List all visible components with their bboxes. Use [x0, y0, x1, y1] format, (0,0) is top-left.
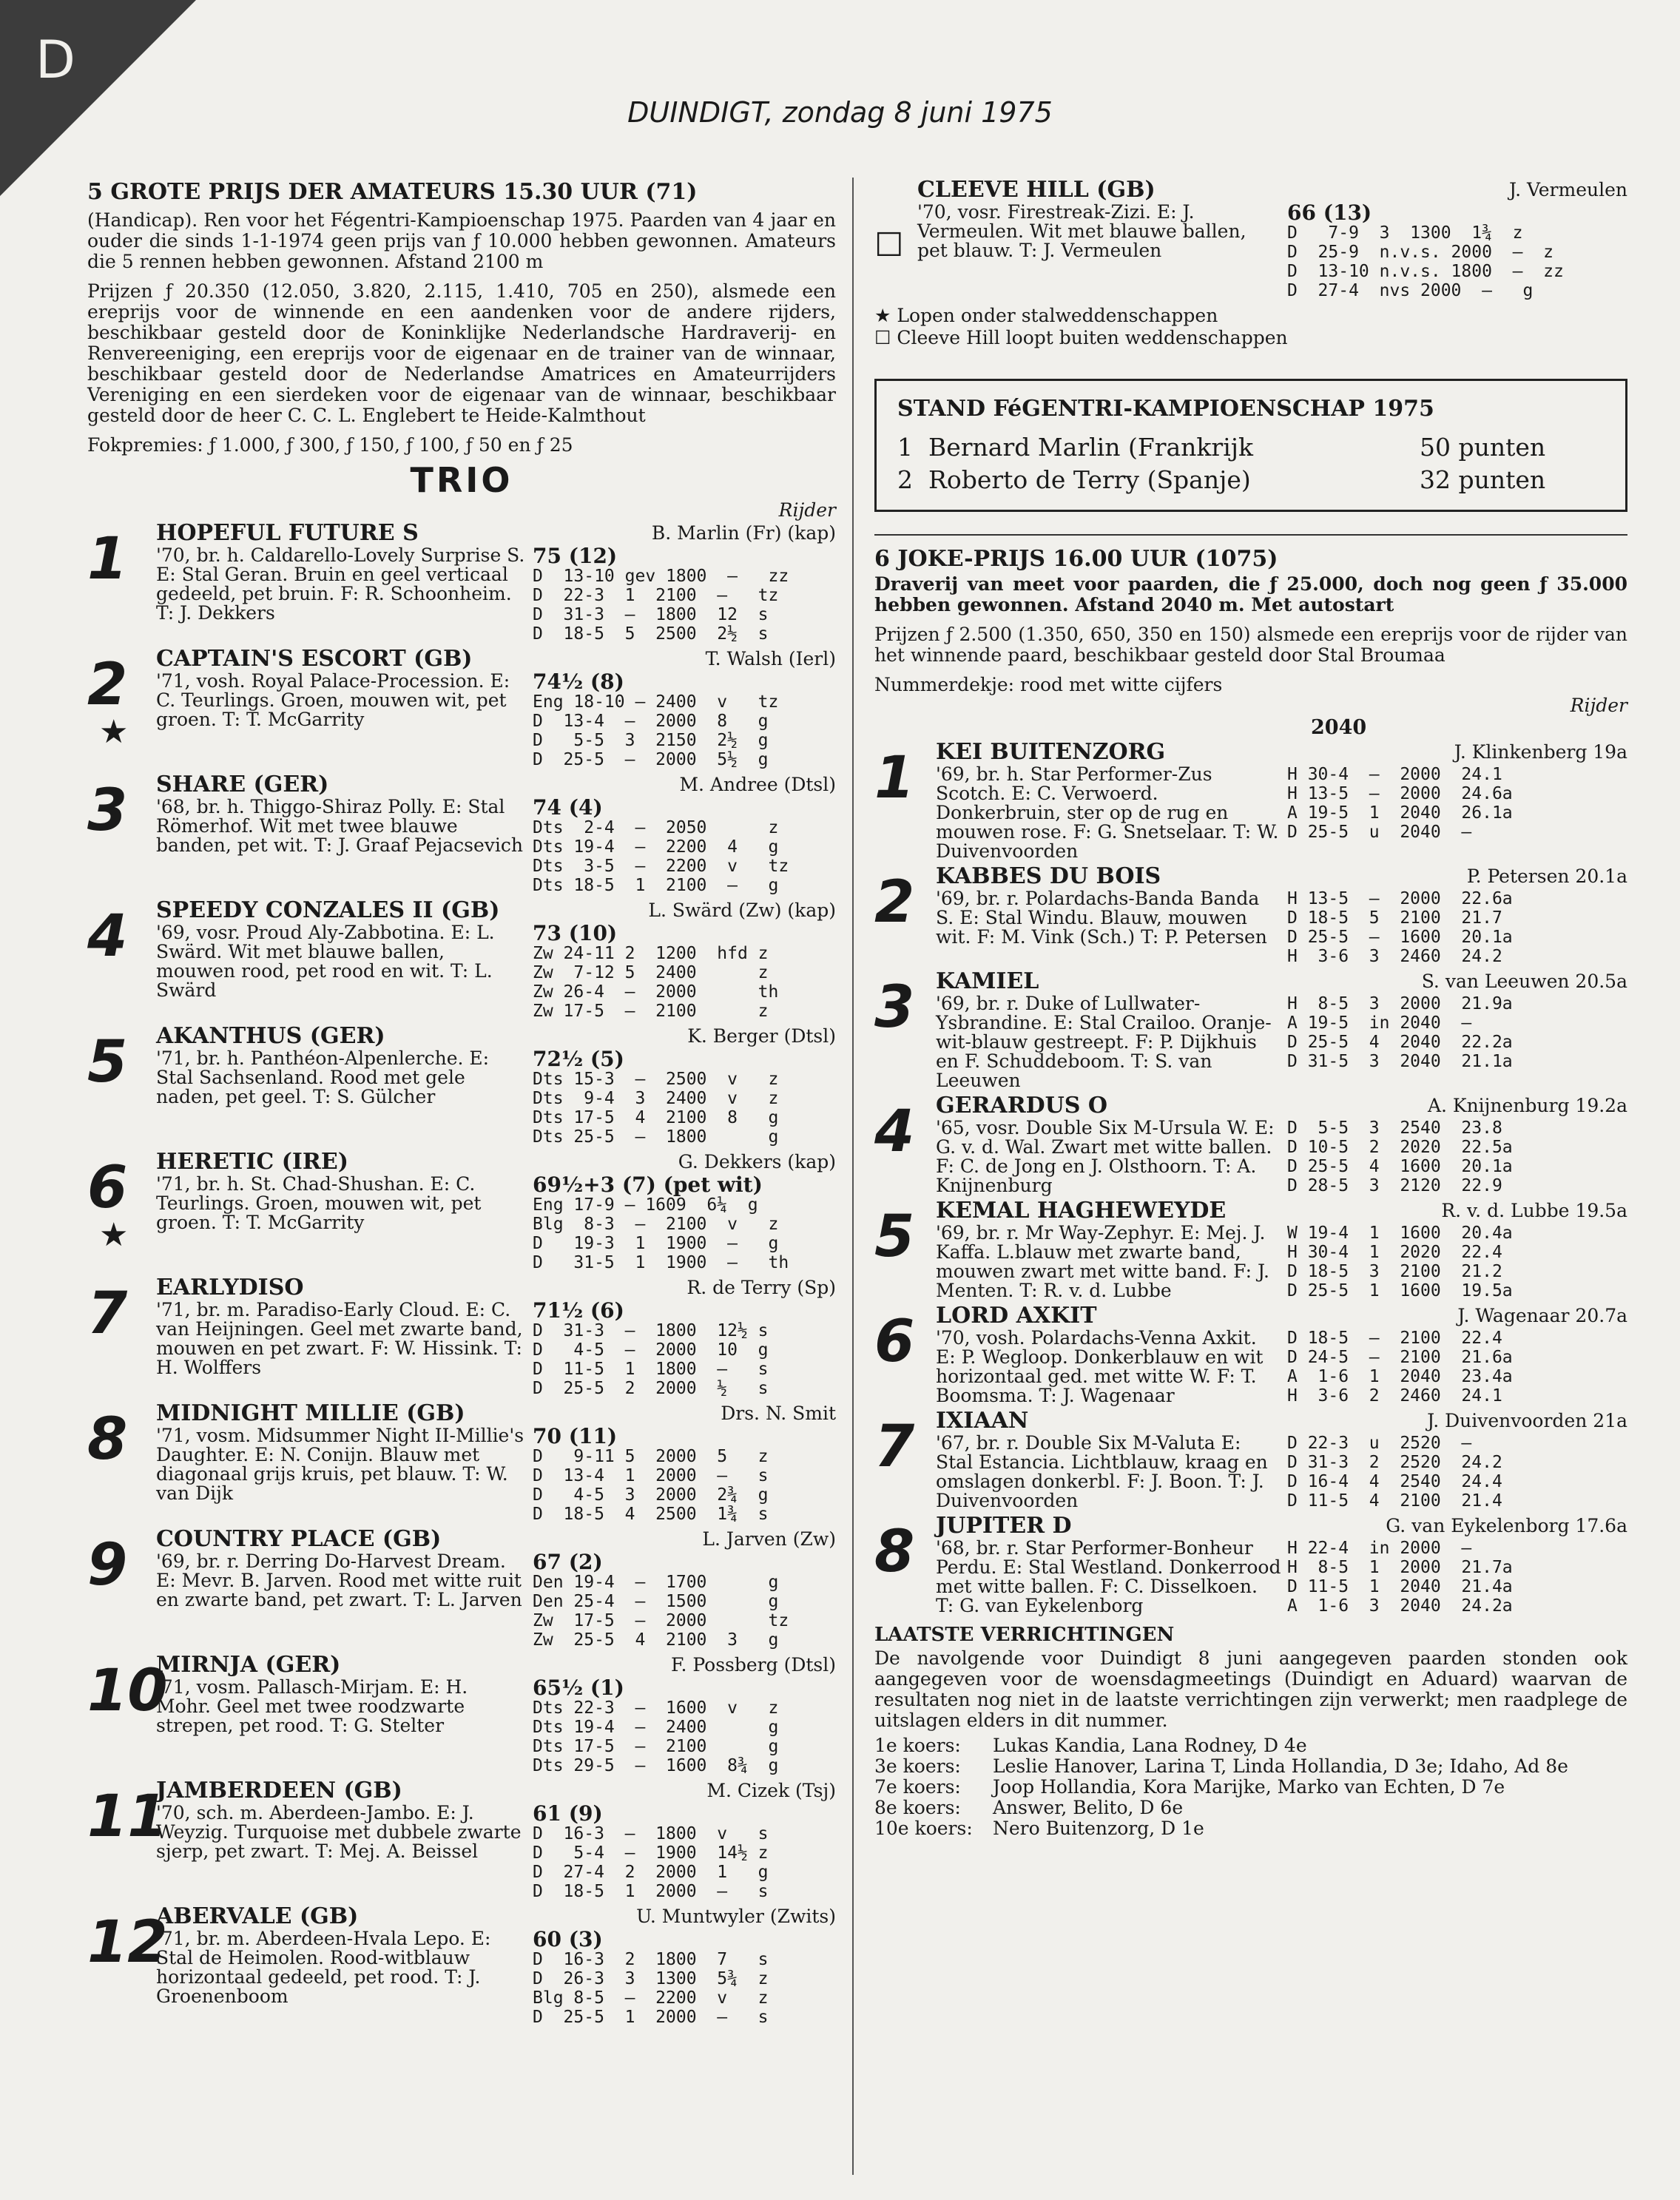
entry-number-cell	[87, 1150, 150, 1272]
horse-description: '71, br. h. Panthéon-Alpenlerche. E: Stal Sachsenland. Rood met gele naden, pet geel. T: S. Gülcher	[156, 1047, 490, 1107]
entry-number-cell	[874, 1093, 930, 1195]
race6-distance: 2040	[1311, 716, 1367, 739]
entry-number-cell	[87, 1401, 150, 1524]
entry-number-cell	[87, 898, 150, 1021]
entry-number: 6	[874, 1309, 915, 1375]
horse-weight: 61 (9)	[533, 1801, 603, 1826]
horse-name: LORD AXKIT	[936, 1303, 1097, 1329]
rider-name: J. Vermeulen	[1509, 179, 1627, 200]
standings-row	[897, 464, 1605, 496]
entry-number: 10	[87, 1658, 168, 1724]
horse-weight: 71½ (6)	[533, 1298, 624, 1323]
performance-lines: H 13-5 — 2000 22.6a D 18-5 5 2100 21.7 D 25-5 — 1600 20.1a H 3-6 3 2460 24.2	[1287, 889, 1513, 966]
horse-name: CAPTAIN'S ESCORT (GB)	[156, 646, 473, 672]
horse-weight: 65½ (1)	[533, 1676, 624, 1700]
koers-label: 1e koers:	[874, 1735, 961, 1756]
entry-number: 4	[874, 1099, 915, 1165]
performance-lines: H 22-4 in 2000 — H 8-5 1 2000 21.7a D 11-5 1 2040 21.4a A 1-6 3 2040 24.2a	[1287, 1539, 1513, 1616]
race6-title: 6 JOKE-PRIJS 16.00 UUR (1075)	[874, 546, 1278, 572]
rijder-label: Rijder	[778, 499, 836, 521]
horse-info	[936, 864, 1281, 966]
horse-description: '71, vosm. Pallasch-Mirjam. E: H. Mohr. Geel met twee roodzwarte strepen, pet rood. T: G. Stelter	[156, 1676, 468, 1736]
entry-number-cell	[874, 1198, 930, 1300]
standings-name: Roberto de Terry (Spanje)	[928, 465, 1251, 494]
horse-name: KEI BUITENZORG	[936, 739, 1166, 765]
performance-lines: Dts 2-4 — 2050 z Dts 19-4 — 2200 4 g Dts 3-5 — 2200 v tz Dts 18-5 1 2100 — g	[533, 818, 789, 895]
horse-description: '69, br. h. Star Performer-Zus Scotch. E: C. Verwoerd. Donkerbruin, ster op de rug en mouwen rose. F: G. Snetselaar. T: W. Duivenvoorden	[936, 763, 1279, 862]
performance-lines: Den 19-4 — 1700 g Den 25-4 — 1500 g Zw 17-5 — 2000 tz Zw 25-5 4 2100 3 g	[533, 1573, 789, 1650]
race5-entry	[87, 1401, 836, 1524]
race5-entry	[87, 1150, 836, 1272]
race5-title: 5 GROTE PRIJS DER AMATEURS 15.30 UUR (71)	[87, 179, 698, 205]
horse-info	[936, 1303, 1281, 1406]
koers-value: Joop Hollandia, Kora Marijke, Marko van Echten, D 7e	[993, 1776, 1505, 1798]
section-rule	[874, 534, 1627, 536]
entry-number-cell	[874, 969, 930, 1090]
right-column	[874, 178, 1627, 1839]
horse-name: HERETIC (IRE)	[156, 1149, 348, 1175]
star-icon: ★	[99, 713, 129, 751]
entry-number: 5	[874, 1204, 915, 1270]
performance-lines: Eng 17-9 — 1609 6¼ g Blg 8-3 — 2100 v z D 19-3 1 1900 — g D 31-5 1 1900 — th	[533, 1195, 789, 1272]
rider-name: F. Possberg (Dtsl)	[671, 1654, 836, 1676]
horse-weight: 67 (2)	[533, 1550, 603, 1574]
rider-name: A. Knijnenburg 19.2a	[1427, 1095, 1627, 1116]
race6-entry	[874, 864, 1627, 966]
horse-info	[936, 1198, 1281, 1300]
rijder-label: Rijder	[1570, 695, 1627, 716]
race6-conditions: Draverij van meet voor paarden, die ƒ 25.000, doch nog geen ƒ 35.000 hebben gewonnen. Afstand 2040 m. Met autostart	[874, 573, 1627, 615]
race5-entry	[87, 1778, 836, 1901]
horse-description: '65, vosr. Double Six M-Ursula W. E: G. v. d. Wal. Zwart met witte ballen. F: C. de Jong en J. Olsthoorn. T: A. Knijnenburg	[936, 1117, 1275, 1196]
horse-info	[156, 1401, 527, 1524]
koers-value: Answer, Belito, D 6e	[993, 1797, 1184, 1818]
horse-name: GERARDUS O	[936, 1093, 1108, 1118]
performance-lines: D 5-5 3 2540 23.8 D 10-5 2 2020 22.5a D 25-5 4 1600 20.1a D 28-5 3 2120 22.9	[1287, 1118, 1513, 1195]
rider-name: U. Muntwyler (Zwits)	[636, 1906, 836, 1927]
race-info	[533, 1401, 836, 1524]
horse-name: KEMAL HAGHEWEYDE	[936, 1198, 1227, 1224]
koers-value: Nero Buitenzorg, D 1e	[993, 1818, 1204, 1839]
performance-lines: D 16-3 — 1800 v s D 5-4 — 1900 14½ z D 27-4 2 2000 1 g D 18-5 1 2000 — s	[533, 1824, 769, 1901]
entry-number-cell	[87, 521, 150, 644]
laatste-intro: De navolgende voor Duindigt 8 juni aangegeven paarden stonden ook aangegeven voor de woensdagmeetings (Duindigt en Aduard) waarvan de resultaten nog niet in de laatste verrichtingen zijn verwerkt; men raadplege de uitslagen elders in dit nummer.	[874, 1647, 1627, 1731]
left-column	[87, 178, 836, 2030]
horse-name: ABERVALE (GB)	[156, 1903, 359, 1929]
entry-number-cell	[87, 1778, 168, 1901]
entry-number: 12	[87, 1909, 168, 1976]
laatste-title: LAATSTE VERRICHTINGEN	[874, 1624, 1175, 1646]
cleeve-hill-entry	[874, 178, 1627, 300]
performance-lines: H 8-5 3 2000 21.9a A 19-5 in 2040 — D 25-5 4 2040 22.2a D 31-5 3 2040 21.1a	[1287, 994, 1513, 1071]
entry-number: 7	[874, 1414, 915, 1480]
race6-entries	[874, 740, 1627, 1616]
horse-description: '71, br. m. Paradiso-Early Cloud. E: C. van Heijningen. Geel met zwarte band, mouwen en pet zwart. F: W. Hissink. T: H. Wolffers	[156, 1299, 523, 1378]
koers-label: 10e koers:	[874, 1818, 973, 1839]
horse-description: '69, br. r. Polardachs-Banda Banda S. E: Stal Windu. Blauw, mouwen wit. F: M. Vink (Sch.) T: P. Petersen	[936, 888, 1267, 948]
rider-name: R. v. d. Lubbe 19.5a	[1441, 1200, 1627, 1221]
horse-description: '70, sch. m. Aberdeen-Jambo. E: J. Weyzig. Turquoise met dubbele zwarte sjerp, pet zwart. T: Mej. A. Beissel	[156, 1802, 522, 1862]
entry-number: 6	[87, 1155, 128, 1221]
note-star: ★ Lopen onder stalweddenschappen	[874, 305, 1218, 326]
column-divider	[852, 178, 854, 2175]
race6-entry	[874, 1514, 1627, 1616]
race6-entry	[874, 1408, 1627, 1511]
performance-lines: Zw 24-11 2 1200 hfd z Zw 7-12 5 2400 z Zw 26-4 — 2000 th Zw 17-5 — 2100 z	[533, 944, 779, 1021]
race5-entry	[87, 1024, 836, 1147]
race5-prizes: Prijzen ƒ 20.350 (12.050, 3.820, 2.115, 1.410, 705 en 250), alsmede een ereprijs voor de winnende en een aandenken voor de andere rijders, beschikbaar gesteld door de Koninklijke Nederlandsche Hardraverij- en Renvereeniging, een ereprijs voor de eigenaar en de trainer van de winnaar, beschikbaar gesteld door de Nederlandse Amatrices en Amateurrijders Vereniging en een sierdeken voor de eigenaar van de winnaar, beschikbaar gesteld door de heer C. C. L. Englebert te Heide-Kalmthout	[87, 280, 836, 426]
race-info	[533, 1024, 836, 1147]
horse-description: '71, br. h. St. Chad-Shushan. E: C. Teurlings. Groen, mouwen wit, pet groen. T: T. McGarrity	[156, 1173, 482, 1233]
championship-standings	[874, 379, 1627, 512]
entry-number: 3	[87, 777, 128, 844]
race-info	[1287, 864, 1627, 966]
rider-name: K. Berger (Dtsl)	[687, 1025, 836, 1047]
entry-number-cell	[87, 1904, 168, 2027]
rider-name: R. de Terry (Sp)	[686, 1277, 836, 1298]
horse-info	[156, 1527, 527, 1650]
horse-info	[156, 1275, 527, 1398]
koers-label: 7e koers:	[874, 1776, 961, 1798]
performance-lines: H 30-4 — 2000 24.1 H 13-5 — 2000 24.6a A 19-5 1 2040 26.1a D 25-5 u 2040 —	[1287, 765, 1513, 842]
horse-weight: 73 (10)	[533, 921, 618, 945]
race6-entry	[874, 1093, 1627, 1195]
rider-name: S. van Leeuwen 20.5a	[1421, 971, 1627, 992]
rider-name: J. Wagenaar 20.7a	[1457, 1305, 1627, 1326]
race5-fokpremies: Fokpremies: ƒ 1.000, ƒ 300, ƒ 150, ƒ 100, ƒ 50 en ƒ 25	[87, 434, 573, 456]
horse-name: SHARE (GER)	[156, 772, 329, 797]
race5-entry	[87, 772, 836, 895]
race5-entry	[87, 1653, 836, 1775]
performance-lines: D 9-11 5 2000 5 z D 13-4 1 2000 — s D 4-5 3 2000 2¾ g D 18-5 4 2500 1¾ s	[533, 1447, 769, 1524]
horse-info	[936, 1408, 1281, 1511]
horse-name: COUNTRY PLACE (GB)	[156, 1526, 442, 1552]
koers-row	[874, 1798, 1627, 1818]
race5-conditions: (Handicap). Ren voor het Fégentri-Kampioenschap 1975. Paarden van 4 jaar en ouder die sinds 1-1-1974 geen prijs van ƒ 10.000 hebben gewonnen. Amateurs die 5 rennen hebben gewonnen. Afstand 2100 m	[87, 209, 836, 272]
performance-lines: D 22-3 u 2520 — D 31-3 2 2520 24.2 D 16-4 4 2540 24.4 D 11-5 4 2100 21.4	[1287, 1434, 1502, 1511]
performance-lines: D 16-3 2 1800 7 s D 26-3 3 1300 5¾ z Blg 8-5 — 2200 v z D 25-5 1 2000 — s	[533, 1950, 769, 2027]
race5-entry	[87, 1275, 836, 1398]
race5-entries	[87, 521, 836, 2027]
entry-number: 2	[874, 869, 915, 936]
horse-description: '69, vosr. Proud Aly-Zabbotina. E: L. Swärd. Wit met blauwe ballen, mouwen rood, pet rood en wit. T: L. Swärd	[156, 922, 495, 1001]
horse-name: IXIAAN	[936, 1408, 1029, 1434]
horse-description: '71, vosh. Royal Palace-Procession. E: C. Teurlings. Groen, mouwen wit, pet groen. T: T. McGarrity	[156, 670, 510, 730]
race-info	[533, 1150, 836, 1272]
entry-number-cell	[87, 772, 150, 895]
entry-number: 2	[87, 652, 128, 718]
race6-nummerdekje: Nummerdekje: rood met witte cijfers	[874, 674, 1223, 695]
race-info	[1287, 969, 1627, 1090]
rider-name: Drs. N. Smit	[721, 1403, 836, 1424]
race-info	[533, 1653, 836, 1775]
koers-label: 3e koers:	[874, 1755, 961, 1777]
horse-description: '71, vosm. Midsummer Night II-Millie's Daughter. E: N. Conijn. Blauw met diagonaal grijs kruis, pet blauw. T: W. van Dijk	[156, 1425, 524, 1504]
entry-number-cell	[874, 1408, 930, 1511]
horse-weight: 72½ (5)	[533, 1047, 624, 1071]
horse-description: '69, br. r. Mr Way-Zephyr. E: Mej. J. Kaffa. L.blauw met zwarte band, mouwen zwart met witte band. F: J. Menten. T: R. v. d. Lubbe	[936, 1222, 1270, 1301]
race5-entry	[87, 647, 836, 769]
entry-number-cell	[874, 1514, 930, 1616]
horse-description: '68, br. h. Thiggo-Shiraz Polly. E: Stal Römerhof. Wit met twee blauwe banden, pet wit. T: J. Graaf Pejacsevich	[156, 796, 523, 856]
entry-number: 8	[874, 1519, 915, 1585]
horse-name: KAMIEL	[936, 968, 1039, 994]
koers-row	[874, 1818, 1627, 1839]
horse-name: KABBES DU BOIS	[936, 863, 1161, 889]
koers-row	[874, 1777, 1627, 1798]
horse-name: SPEEDY CONZALES II (GB)	[156, 897, 500, 923]
horse-weight: 75 (12)	[533, 544, 618, 568]
horse-info	[156, 1024, 527, 1147]
race-info	[1287, 1514, 1627, 1616]
performance-lines: Dts 22-3 — 1600 v z Dts 19-4 — 2400 g Dts 17-5 — 2100 g Dts 29-5 — 1600 8¾ g	[533, 1698, 779, 1775]
performance-lines: D 18-5 — 2100 22.4 D 24-5 — 2100 21.6a A 1-6 1 2040 23.4a H 3-6 2 2460 24.1	[1287, 1329, 1513, 1406]
race5-entry	[87, 521, 836, 644]
race5-entry	[87, 898, 836, 1021]
race-info	[533, 1527, 836, 1650]
entry-number-cell	[874, 1303, 930, 1406]
horse-weight: 74 (4)	[533, 795, 603, 820]
koers-list	[874, 1735, 1627, 1839]
horse-info	[156, 1653, 527, 1775]
section-letter: D	[36, 30, 75, 90]
race-info	[533, 521, 836, 644]
performance-lines: D 13-10 gev 1800 — zz D 22-3 1 2100 — tz D 31-3 — 1800 12 s D 18-5 5 2500 2½ s	[533, 567, 789, 644]
horse-weight: 70 (11)	[533, 1424, 618, 1448]
horse-description: '71, br. m. Aberdeen-Hvala Lepo. E: Stal de Heimolen. Rood-witblauw horizontaal gedeeld, pet rood. T: J. Groenenboom	[156, 1928, 491, 2007]
entry-number: 3	[874, 974, 915, 1041]
horse-description: '67, br. r. Double Six M-Valuta E: Stal Estancia. Lichtblauw, kraag en omslagen donkerbl. F: J. Boon. T: J. Duivenvoorden	[936, 1432, 1268, 1511]
race-info	[1287, 1303, 1627, 1406]
race6-prizes: Prijzen ƒ 2.500 (1.350, 650, 350 en 150) alsmede een ereprijs voor de rijder van het winnende paard, beschikbaar gesteld door Stal Broumaa	[874, 624, 1627, 666]
race6-entry	[874, 969, 1627, 1090]
horse-weight: 66 (13)	[1287, 200, 1372, 225]
checkbox-icon: ☐	[874, 226, 904, 264]
entry-number-cell	[87, 1275, 150, 1398]
horse-name: JAMBERDEEN (GB)	[156, 1778, 402, 1803]
horse-name: HOPEFUL FUTURE S	[156, 520, 419, 546]
horse-name: AKANTHUS (GER)	[156, 1023, 385, 1049]
race5-entry	[87, 1904, 836, 2027]
entry-number: 4	[87, 903, 128, 970]
koers-value: Lukas Kandia, Lana Rodney, D 4e	[993, 1735, 1307, 1756]
entry-number-cell	[87, 647, 150, 769]
horse-info	[156, 647, 527, 769]
entry-number: 1	[874, 745, 915, 811]
entry-number: 11	[87, 1784, 168, 1850]
entry-number: 5	[87, 1029, 128, 1096]
entry-number-cell	[874, 864, 930, 966]
horse-name: JUPITER D	[936, 1513, 1072, 1539]
rider-name: T. Walsh (Ierl)	[705, 648, 836, 669]
horse-info	[156, 898, 527, 1021]
horse-info	[936, 740, 1281, 861]
rider-name: M. Cizek (Tsj)	[706, 1780, 836, 1801]
race6-entry	[874, 1198, 1627, 1300]
entry-number-cell	[87, 1527, 150, 1650]
horse-info	[156, 1150, 527, 1272]
race-info	[533, 1275, 836, 1398]
koers-row	[874, 1756, 1627, 1777]
entry-number-cell	[87, 1653, 168, 1775]
performance-lines: Dts 15-3 — 2500 v z Dts 9-4 3 2400 v z Dts 17-5 4 2100 8 g Dts 25-5 — 1800 g	[533, 1070, 779, 1147]
star-icon: ★	[99, 1216, 129, 1254]
race-info	[533, 1904, 836, 2027]
performance-lines: W 19-4 1 1600 20.4a H 30-4 1 2020 22.4 D 18-5 3 2100 21.2 D 25-5 1 1600 19.5a	[1287, 1224, 1513, 1300]
horse-info	[936, 969, 1281, 1090]
performance-lines: D 7-9 3 1300 1¾ z D 25-9 n.v.s. 2000 — z D 13-10 n.v.s. 1800 — zz D 27-4 nvs 2000 — g	[1287, 223, 1564, 300]
race-info	[1287, 1198, 1627, 1300]
horse-description: '69, br. r. Derring Do-Harvest Dream. E: Mevr. B. Jarven. Rood met witte ruit en zwarte band, pet zwart. T: L. Jarven	[156, 1551, 522, 1610]
horse-description: '68, br. r. Star Performer-Bonheur Perdu. E: Stal Westland. Donkerrood met witte ballen. F: C. Disselkoen. T: G. van Eykelenborg	[936, 1537, 1281, 1616]
rider-name: M. Andree (Dtsl)	[679, 774, 836, 795]
standings-title: STAND FéGENTRI-KAMPIOENSCHAP 1975	[897, 396, 1434, 422]
koers-value: Leslie Hanover, Larina T, Linda Hollandia, D 3e; Idaho, Ad 8e	[993, 1755, 1568, 1777]
rider-name: G. van Eykelenborg 17.6a	[1386, 1515, 1627, 1536]
trio-label: TRIO	[410, 460, 513, 500]
standings-name: Bernard Marlin (Frankrijk	[928, 433, 1253, 462]
performance-lines: D 31-3 — 1800 12½ s D 4-5 — 2000 10 g D 11-5 1 1800 — s D 25-5 2 2000 ½ s	[533, 1321, 769, 1398]
standings-points: 32 punten	[1420, 465, 1546, 494]
entry-number-cell	[87, 1024, 150, 1147]
rider-name: L. Jarven (Zw)	[702, 1528, 836, 1550]
standings-row	[897, 431, 1605, 464]
standings-points: 50 punten	[1420, 433, 1546, 462]
rider-name: J. Duivenvoorden 21a	[1427, 1410, 1627, 1431]
koers-label: 8e koers:	[874, 1797, 961, 1818]
horse-info	[936, 1514, 1281, 1616]
horse-name: MIRNJA (GER)	[156, 1652, 341, 1678]
entry-number: 7	[87, 1280, 128, 1347]
page-header: DUINDIGT, zondag 8 juni 1975	[627, 96, 1053, 129]
race-info	[533, 772, 836, 895]
performance-lines: Eng 18-10 — 2400 v tz D 13-4 — 2000 8 g D 5-5 3 2150 2½ g D 25-5 — 2000 5½ g	[533, 692, 779, 769]
horse-weight: 74½ (8)	[533, 669, 624, 694]
race-info	[533, 647, 836, 769]
horse-info	[156, 772, 527, 895]
horse-description: '69, br. r. Duke of Lullwater-Ysbrandine. E: Stal Crailoo. Oranje-wit-blauw gestreept. F: P. Dijkhuis en F. Schuddeboom. T: S. van Leeuwen	[936, 993, 1272, 1091]
race6-entry	[874, 740, 1627, 861]
rider-name: L. Swärd (Zw) (kap)	[648, 900, 836, 921]
rider-name: J. Klinkenberg 19a	[1454, 741, 1627, 763]
standings-pos: 2	[897, 465, 913, 494]
horse-name: MIDNIGHT MILLIE (GB)	[156, 1400, 465, 1426]
race-info	[533, 1778, 836, 1901]
race-info	[533, 898, 836, 1021]
standings-pos: 1	[897, 433, 913, 462]
horse-info	[156, 521, 527, 644]
horse-name: CLEEVE HILL (GB)	[917, 177, 1156, 203]
entry-number: 9	[87, 1532, 128, 1599]
horse-description: '70, vosr. Firestreak-Zizi. E: J. Vermeulen. Wit met blauwe ballen, pet blauw. T: J. Vermeulen	[917, 201, 1246, 261]
horse-weight: 69½+3 (7) (pet wit)	[533, 1172, 763, 1197]
koers-row	[874, 1735, 1627, 1756]
horse-description: '70, br. h. Caldarello-Lovely Surprise S. E: Stal Geran. Bruin en geel verticaal gedeeld, pet bruin. F: R. Schoonheim. T: J. Dekkers	[156, 544, 525, 624]
rider-name: B. Marlin (Fr) (kap)	[651, 522, 836, 544]
horse-info	[156, 1904, 527, 2027]
rider-name: G. Dekkers (kap)	[678, 1151, 836, 1172]
entry-number: 8	[87, 1406, 128, 1473]
horse-info	[156, 1778, 527, 1901]
entry-number: 1	[87, 526, 128, 593]
horse-info	[936, 1093, 1281, 1195]
race-info	[1287, 1408, 1627, 1511]
race-info	[1287, 1093, 1627, 1195]
horse-description: '70, vosh. Polardachs-Venna Axkit. E: P. Wegloop. Donkerblauw en wit horizontaal ged. met witte W. F: T. Boomsma. T: J. Wagenaar	[936, 1327, 1264, 1406]
race5-entry	[87, 1527, 836, 1650]
horse-name: EARLYDISO	[156, 1275, 304, 1300]
horse-weight: 60 (3)	[533, 1927, 603, 1951]
race6-entry	[874, 1303, 1627, 1406]
entry-number-cell	[874, 740, 930, 861]
race-info	[1287, 740, 1627, 861]
rider-name: P. Petersen 20.1a	[1466, 866, 1627, 887]
note-checkbox: ☐ Cleeve Hill loopt buiten weddenschappen	[874, 327, 1288, 348]
